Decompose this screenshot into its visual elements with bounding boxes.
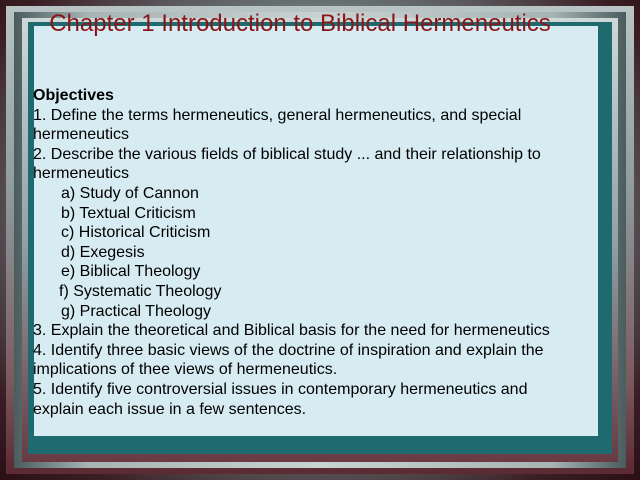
objectives-heading: Objectives <box>33 87 114 104</box>
objective-line: 2. Describe the various fields of biblical study ... and their relationship to <box>33 145 541 163</box>
objectives-text <box>33 86 633 419</box>
field-of-study-item: c) Historical Criticism <box>61 224 211 242</box>
field-of-study-item: e) Biblical Theology <box>61 263 201 281</box>
slide-title: Chapter 1 Introduction to Biblical Hermeneutics <box>49 10 551 37</box>
objective-line: 5. Identify five controversial issues in contemporary hermeneutics and <box>33 380 528 398</box>
objective-line: 1. Define the terms hermeneutics, general hermeneutics, and special <box>33 106 522 124</box>
field-of-study-item: g) Practical Theology <box>61 302 211 320</box>
objective-line: hermeneutics <box>33 126 130 144</box>
field-of-study-item: f) Systematic Theology <box>59 282 222 300</box>
objective-line: 3. Explain the theoretical and Biblical basis for the need for hermeneutics <box>33 322 550 340</box>
objective-line: hermeneutics <box>33 165 130 183</box>
objective-line: explain each issue in a few sentences. <box>33 400 307 418</box>
objective-line: 4. Identify three basic views of the doctrine of inspiration and explain the <box>33 341 544 359</box>
field-of-study-item: d) Exegesis <box>61 243 145 261</box>
field-of-study-item: b) Textual Criticism <box>61 204 196 222</box>
field-of-study-item: a) Study of Cannon <box>61 184 199 202</box>
objective-line: implications of thee views of hermeneutics. <box>33 361 338 379</box>
